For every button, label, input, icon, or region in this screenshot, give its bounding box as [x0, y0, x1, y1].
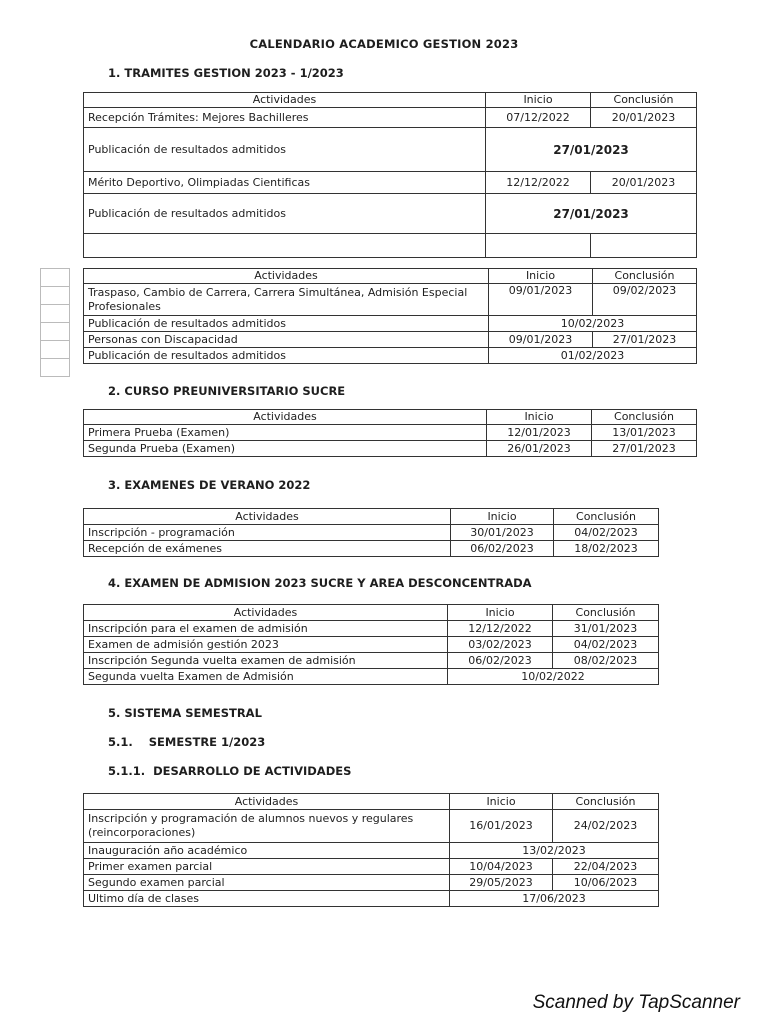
end-date-cell: 04/02/2023 [554, 525, 659, 541]
section-2-heading: 2. CURSO PREUNIVERSITARIO SUCRE [108, 384, 346, 398]
admision-table [83, 604, 659, 685]
start-date-cell: 29/05/2023 [450, 875, 553, 891]
end-date-cell: 13/01/2023 [592, 425, 697, 441]
table-row [84, 284, 697, 316]
col-header-conclusion: Conclusión [553, 605, 659, 621]
document-title: CALENDARIO ACADEMICO GESTION 2023 [249, 37, 519, 51]
activity-cell: Segundo examen parcial [84, 875, 450, 891]
activity-cell: Publicación de resultados admitidos [84, 316, 489, 332]
end-date-cell: 20/01/2023 [591, 172, 697, 194]
activity-cell: Recepción Trámites: Mejores Bachilleres [84, 108, 486, 128]
end-date-cell: 10/06/2023 [553, 875, 659, 891]
margin-boxes [40, 268, 70, 377]
col-header-inicio: Inicio [450, 794, 553, 810]
section-1-heading: 1. TRAMITES GESTION 2023 - 1/2023 [108, 66, 344, 80]
end-date-cell: 20/01/2023 [591, 108, 697, 128]
empty-row [84, 234, 697, 258]
table-row [84, 128, 697, 172]
col-header-conclusion: Conclusión [553, 794, 659, 810]
activity-cell: Publicación de resultados admitidos [84, 128, 486, 172]
date-cell: 27/01/2023 [486, 128, 697, 172]
start-date-cell: 06/02/2023 [448, 653, 553, 669]
end-date-cell: 09/02/2023 [593, 284, 697, 316]
table-row [84, 541, 659, 557]
activity-cell: Inscripción para el examen de admisión [84, 621, 448, 637]
table-row [84, 843, 659, 859]
col-header-actividades: Actividades [84, 509, 451, 525]
activity-cell: Traspaso, Cambio de Carrera, Carrera Simultánea, Admisión Especial Profesionales [84, 284, 489, 316]
start-date-cell: 12/12/2022 [486, 172, 591, 194]
activity-cell: Primera Prueba (Examen) [84, 425, 487, 441]
table-row [84, 316, 697, 332]
date-cell: 10/02/2023 [489, 316, 697, 332]
table-row [84, 332, 697, 348]
col-header-actividades: Actividades [84, 410, 487, 425]
end-date-cell: 08/02/2023 [553, 653, 659, 669]
end-date-cell: 31/01/2023 [553, 621, 659, 637]
scanner-watermark: Scanned by TapScanner [532, 992, 740, 1013]
end-date-cell: 22/04/2023 [553, 859, 659, 875]
col-header-actividades: Actividades [84, 605, 448, 621]
activity-cell: Inscripción Segunda vuelta examen de admisión [84, 653, 448, 669]
empty-cell [591, 234, 697, 258]
activity-cell: Inscripción y programación de alumnos nuevos y regulares (reincorporaciones) [84, 810, 450, 843]
end-date-cell: 24/02/2023 [553, 810, 659, 843]
activity-cell: Publicación de resultados admitidos [84, 348, 489, 364]
col-header-actividades: Actividades [84, 269, 489, 284]
col-header-conclusion: Conclusión [591, 93, 697, 108]
start-date-cell: 09/01/2023 [489, 332, 593, 348]
col-header-inicio: Inicio [487, 410, 592, 425]
table-row [84, 810, 659, 843]
date-cell: 10/02/2022 [448, 669, 659, 685]
col-header-conclusion: Conclusión [593, 269, 697, 284]
end-date-cell: 04/02/2023 [553, 637, 659, 653]
start-date-cell: 10/04/2023 [450, 859, 553, 875]
start-date-cell: 26/01/2023 [487, 441, 592, 457]
activity-cell: Examen de admisión gestión 2023 [84, 637, 448, 653]
start-date-cell: 07/12/2022 [486, 108, 591, 128]
end-date-cell: 27/01/2023 [593, 332, 697, 348]
start-date-cell: 03/02/2023 [448, 637, 553, 653]
subsection-5-1-1-heading: 5.1.1. DESARROLLO DE ACTIVIDADES [108, 764, 352, 778]
table-row [84, 172, 697, 194]
activity-cell: Mérito Deportivo, Olimpiadas Cientificas [84, 172, 486, 194]
activity-cell: Primer examen parcial [84, 859, 450, 875]
table-row [84, 891, 659, 907]
tramites-table-a [83, 92, 697, 258]
activity-cell: Segunda Prueba (Examen) [84, 441, 487, 457]
table-row [84, 637, 659, 653]
date-cell: 13/02/2023 [450, 843, 659, 859]
tramites-table-b [83, 268, 697, 364]
preuniversitario-table [83, 409, 697, 457]
activity-cell: Personas con Discapacidad [84, 332, 489, 348]
end-date-cell: 18/02/2023 [554, 541, 659, 557]
activity-cell: Recepción de exámenes [84, 541, 451, 557]
subsection-5-1-heading: 5.1. SEMESTRE 1/2023 [108, 735, 266, 749]
start-date-cell: 09/01/2023 [489, 284, 593, 316]
table-row [84, 194, 697, 234]
col-header-inicio: Inicio [451, 509, 554, 525]
section-3-heading: 3. EXAMENES DE VERANO 2022 [108, 478, 311, 492]
col-header-actividades: Actividades [84, 93, 486, 108]
start-date-cell: 12/12/2022 [448, 621, 553, 637]
activity-cell: Publicación de resultados admitidos [84, 194, 486, 234]
table-row [84, 653, 659, 669]
semestre-table [83, 793, 659, 907]
col-header-conclusion: Conclusión [592, 410, 697, 425]
start-date-cell: 12/01/2023 [487, 425, 592, 441]
table-row [84, 108, 697, 128]
col-header-conclusion: Conclusión [554, 509, 659, 525]
section-4-heading: 4. EXAMEN DE ADMISION 2023 SUCRE Y AREA DESCONCENTRADA [108, 576, 532, 590]
table-row [84, 441, 697, 457]
empty-cell [486, 234, 591, 258]
start-date-cell: 06/02/2023 [451, 541, 554, 557]
date-cell: 27/01/2023 [486, 194, 697, 234]
table-row [84, 348, 697, 364]
table-row [84, 875, 659, 891]
table-row [84, 621, 659, 637]
table-row [84, 669, 659, 685]
col-header-actividades: Actividades [84, 794, 450, 810]
date-cell: 17/06/2023 [450, 891, 659, 907]
col-header-inicio: Inicio [486, 93, 591, 108]
table-row [84, 859, 659, 875]
table-row [84, 425, 697, 441]
activity-cell: Ultimo día de clases [84, 891, 450, 907]
section-5-heading: 5. SISTEMA SEMESTRAL [108, 706, 262, 720]
end-date-cell: 27/01/2023 [592, 441, 697, 457]
table-row [84, 525, 659, 541]
start-date-cell: 30/01/2023 [451, 525, 554, 541]
activity-cell: Inscripción - programación [84, 525, 451, 541]
empty-cell [84, 234, 486, 258]
col-header-inicio: Inicio [448, 605, 553, 621]
date-cell: 01/02/2023 [489, 348, 697, 364]
activity-cell: Segunda vuelta Examen de Admisión [84, 669, 448, 685]
col-header-inicio: Inicio [489, 269, 593, 284]
activity-cell: Inauguración año académico [84, 843, 450, 859]
start-date-cell: 16/01/2023 [450, 810, 553, 843]
verano-table [83, 508, 659, 557]
